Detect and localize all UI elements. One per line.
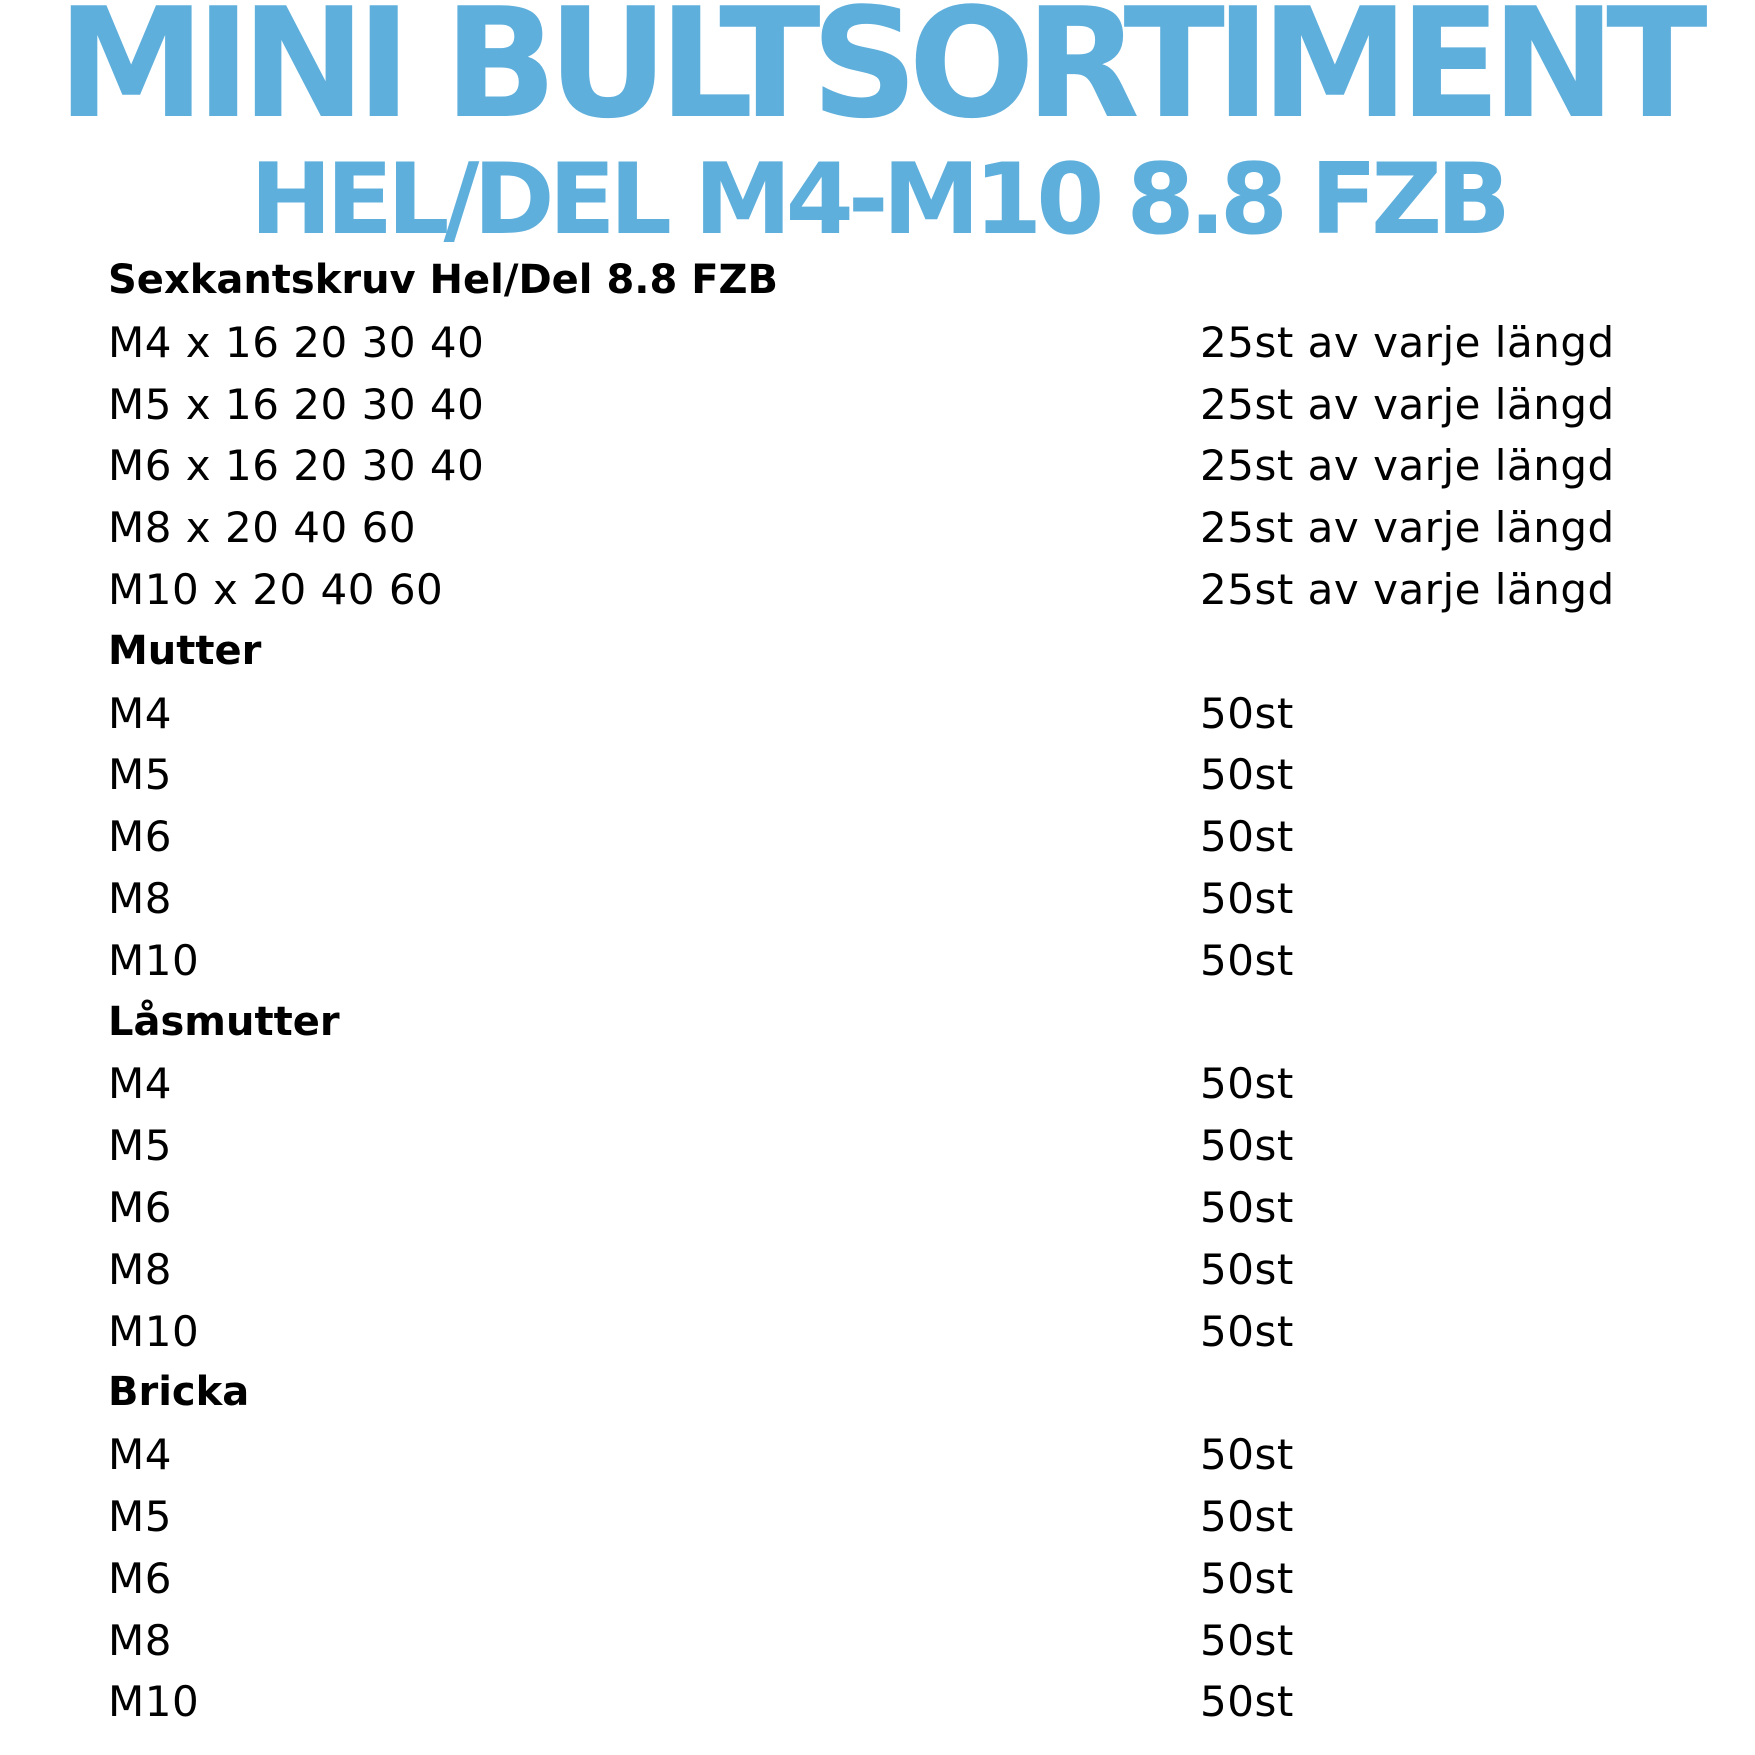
list-item [108, 312, 1668, 374]
item-quantity: 50st [1200, 1615, 1294, 1665]
item-label: M4 [108, 1059, 172, 1109]
list-item [108, 1486, 1668, 1548]
item-label: M10 [108, 1306, 200, 1356]
item-quantity: 50st [1200, 688, 1294, 738]
item-quantity: 50st [1200, 812, 1294, 862]
item-label: M5 x 16 20 30 40 [108, 379, 485, 429]
item-label: M4 [108, 1430, 172, 1480]
list-item [108, 435, 1668, 497]
item-label: M5 [108, 1491, 172, 1541]
item-label: M10 [108, 935, 200, 985]
item-label: M10 [108, 1677, 200, 1727]
item-label: M6 x 16 20 30 40 [108, 441, 485, 491]
item-quantity: 50st [1200, 750, 1294, 800]
item-label: M5 [108, 1121, 172, 1171]
item-quantity: 50st [1200, 1121, 1294, 1171]
page-subtitle: HEL/DEL M4-M10 8.8 FZB [250, 143, 1505, 257]
item-label: M5 [108, 750, 172, 800]
item-quantity: 50st [1200, 1491, 1294, 1541]
item-label: M10 x 20 40 60 [108, 564, 444, 614]
list-item [108, 1115, 1668, 1177]
item-quantity: 50st [1200, 1677, 1294, 1727]
parts-list [108, 250, 1668, 1733]
item-label: M6 [108, 812, 172, 862]
list-item [108, 559, 1668, 621]
list-item [108, 1239, 1668, 1301]
section-heading-sexkantskruv: Sexkantskruv Hel/Del 8.8 FZB [108, 257, 779, 303]
list-item [108, 683, 1668, 745]
item-quantity: 25st av varje längd [1200, 441, 1615, 491]
list-item [108, 930, 1668, 992]
item-label: M8 x 20 40 60 [108, 503, 417, 553]
item-quantity: 50st [1200, 935, 1294, 985]
item-label: M6 [108, 1182, 172, 1232]
list-item [108, 868, 1668, 930]
list-item [108, 1548, 1668, 1610]
section-heading-bricka: Bricka [108, 1369, 250, 1416]
item-quantity: 25st av varje längd [1200, 503, 1615, 553]
list-item [108, 497, 1668, 559]
list-item [108, 806, 1668, 868]
item-quantity: 25st av varje längd [1200, 379, 1615, 429]
item-quantity: 50st [1200, 1182, 1294, 1232]
item-quantity: 50st [1200, 1553, 1294, 1603]
page-title: MINI BULTSORTIMENT [57, 0, 1698, 152]
item-label: M8 [108, 1244, 172, 1294]
item-label: M8 [108, 873, 172, 923]
list-item [108, 1301, 1668, 1363]
list-item [108, 374, 1668, 436]
item-quantity: 50st [1200, 1430, 1294, 1480]
item-quantity: 50st [1200, 873, 1294, 923]
item-label: M6 [108, 1553, 172, 1603]
list-item [108, 744, 1668, 806]
section-heading-lasmutter: Låsmutter [108, 998, 340, 1045]
list-item [108, 1177, 1668, 1239]
item-label: M4 [108, 688, 172, 738]
item-label: M8 [108, 1615, 172, 1665]
item-quantity: 50st [1200, 1059, 1294, 1109]
item-quantity: 25st av varje längd [1200, 564, 1615, 614]
list-item [108, 1053, 1668, 1115]
section-heading-mutter: Mutter [108, 627, 262, 674]
item-quantity: 50st [1200, 1306, 1294, 1356]
list-item [108, 1671, 1668, 1733]
item-quantity: 25st av varje längd [1200, 317, 1615, 367]
item-label: M4 x 16 20 30 40 [108, 317, 485, 367]
item-quantity: 50st [1200, 1244, 1294, 1294]
list-item [108, 1424, 1668, 1486]
list-item [108, 1610, 1668, 1672]
